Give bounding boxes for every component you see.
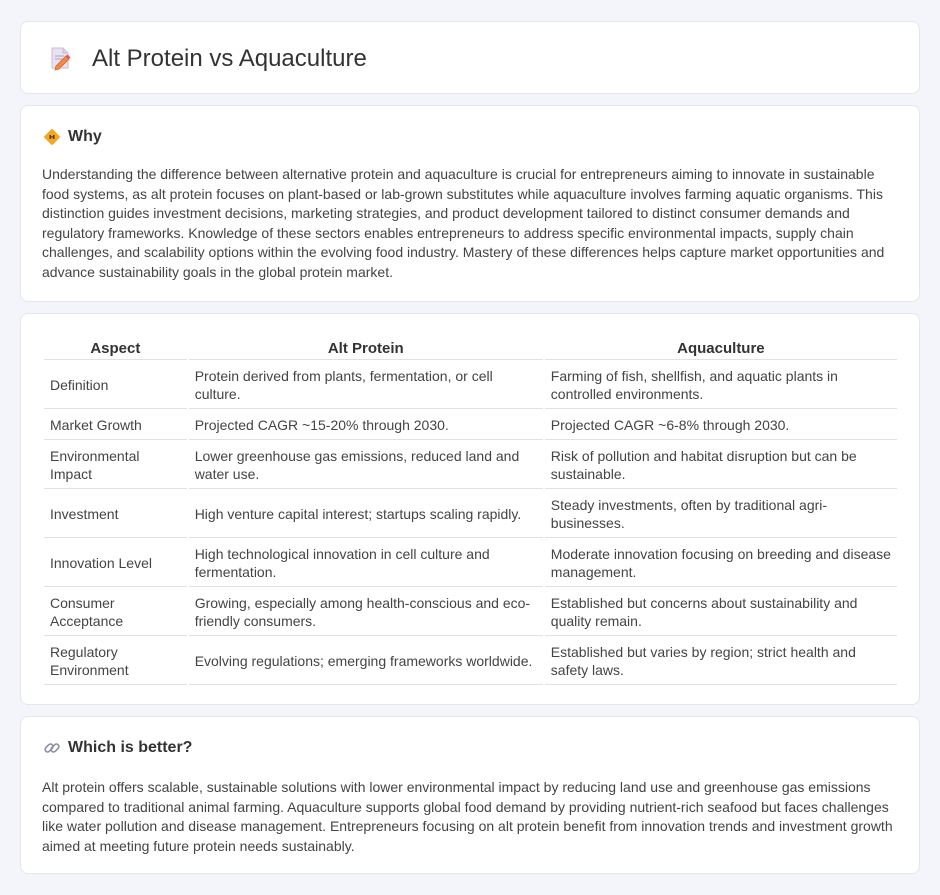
table-row (44, 491, 897, 538)
table-cell-alt-protein: Evolving regulations; emerging frameworks worldwide. (189, 638, 543, 685)
table-cell-alt-protein: High venture capital interest; startups scaling rapidly. (189, 491, 543, 538)
table-row (44, 442, 897, 489)
why-heading: Why (68, 128, 102, 145)
table-cell-aquaculture: Risk of pollution and habitat disruption but can be sustainable. (545, 442, 897, 489)
table-cell-alt-protein: Lower greenhouse gas emissions, reduced land and water use. (189, 442, 543, 489)
diamond-sign-icon (43, 128, 61, 146)
better-heading: Which is better? (68, 739, 193, 756)
table-cell-aquaculture: Established but concerns about sustainability and quality remain. (545, 589, 897, 636)
page-title: Alt Protein vs Aquaculture (92, 45, 367, 72)
why-text: Understanding the difference between alternative protein and aquaculture is crucial for entrepreneurs aiming to innovate in sustainable food systems, as alt protein focuses on plant-based or lab-grown substitutes while aquaculture involves farming aquatic organisms. This distinction guides investment decisions, marketing strategies, and product development tailored to distinct consumer demands and regulatory frameworks. Knowledge of these sectors enables entrepreneurs to address specific environmental impacts, supply chain challenges, and scalability options within the evolving food industry. Mastery of these differences helps capture market opportunities and advance sustainability goals in the global protein market. (42, 166, 885, 280)
column-header-aquaculture: Aquaculture (545, 336, 897, 360)
table-cell-aquaculture: Farming of fish, shellfish, and aquatic plants in controlled environments. (545, 362, 897, 409)
table-cell-alt-protein: High technological innovation in cell culture and fermentation. (189, 540, 543, 587)
column-header-aspect: Aspect (44, 336, 187, 360)
table-row (44, 411, 897, 440)
comparison-table (42, 334, 899, 687)
column-header-alt-protein: Alt Protein (189, 336, 543, 360)
table-cell-aspect: Definition (44, 362, 187, 409)
why-heading-row (43, 127, 102, 147)
table-cell-aspect: Market Growth (44, 411, 187, 440)
table-cell-alt-protein: Growing, especially among health-conscious and eco-friendly consumers. (189, 589, 543, 636)
table-row (44, 589, 897, 636)
table-row (44, 362, 897, 409)
comparison-section (20, 313, 920, 705)
table-cell-aspect: Consumer Acceptance (44, 589, 187, 636)
better-heading-row (43, 738, 192, 758)
table-cell-aspect: Investment (44, 491, 187, 538)
which-is-better-section (20, 716, 920, 874)
table-cell-alt-protein: Protein derived from plants, fermentation, or cell culture. (189, 362, 543, 409)
table-header-row (44, 336, 897, 360)
table-cell-aquaculture: Established but varies by region; strict health and safety laws. (545, 638, 897, 685)
link-icon (43, 739, 61, 757)
document-pencil-icon (47, 45, 73, 71)
why-section (20, 105, 920, 302)
table-cell-aspect: Environmental Impact (44, 442, 187, 489)
table-cell-aquaculture: Steady investments, often by traditional agri-businesses. (545, 491, 897, 538)
table-row (44, 540, 897, 587)
table-cell-alt-protein: Projected CAGR ~15-20% through 2030. (189, 411, 543, 440)
table-cell-aspect: Innovation Level (44, 540, 187, 587)
table-cell-aspect: Regulatory Environment (44, 638, 187, 685)
title-card (20, 21, 920, 94)
table-cell-aquaculture: Projected CAGR ~6-8% through 2030. (545, 411, 897, 440)
table-row (44, 638, 897, 685)
table-cell-aquaculture: Moderate innovation focusing on breeding and disease management. (545, 540, 897, 587)
better-text: Alt protein offers scalable, sustainable solutions with lower environmental impact by reducing land use and greenhouse gas emissions compared to traditional animal farming. Aquaculture supports global food demand by providing nutrient-rich seafood but faces challenges like water pollution and disease management. Entrepreneurs focusing on alt protein benefit from innovation trends and investment growth aimed at meeting future protein needs sustainably. (42, 779, 893, 854)
